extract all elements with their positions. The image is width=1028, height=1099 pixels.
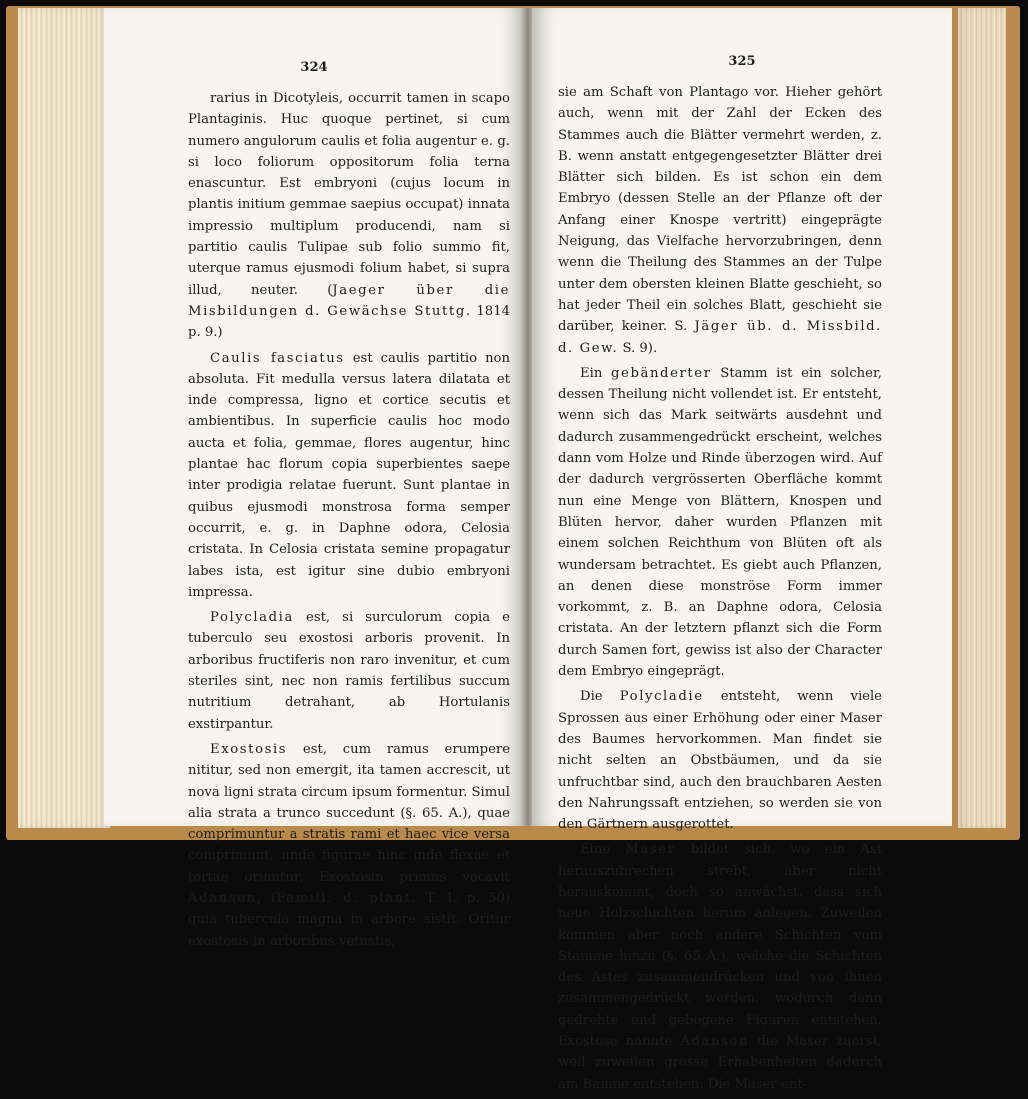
text-run: Eine (580, 842, 626, 858)
paragraph (558, 363, 882, 682)
left-page-edges (18, 8, 110, 828)
left-page-text (188, 88, 510, 956)
spaced-term: Jaeger über die Misbildungen d. Gewächse Stuttg. (188, 282, 510, 319)
spaced-term: Polycladie (619, 689, 704, 705)
spaced-term: Adanson (680, 1034, 750, 1050)
left-page (104, 8, 524, 949)
paragraph (558, 82, 882, 359)
text-run: Ein (580, 365, 612, 381)
text-run: T. 1. p. 50) quia tubercula magna in arbore sistit. Oritur exostosis in arboribus vetustis, (188, 890, 510, 949)
text-run: Die (580, 689, 620, 705)
paragraph (188, 348, 510, 604)
spaced-term: Adanson, (188, 890, 263, 906)
right-page-text (558, 82, 882, 1099)
text-run: bildet sich, wo ein Ast herauszubrechen strebt, aber nicht herauskommt, doch so anwächst, dass sich neue Holzschichten herum anlegen. Zuweilen kommen aber noch andere Schichten vom Stamme hinzu (§. 65 A.), welche die Schichten des Astes zusammendrücken und von ihnen zusammengedrückt werden, wodurch dann gedrehte und gebogene Figuren entstehen. Exostose nannte (558, 842, 882, 1050)
paragraph (558, 839, 882, 1095)
text-run: 1814 p. 9.) (188, 303, 510, 341)
spaced-term: Caulis fasciatus (210, 350, 345, 366)
spaced-term: Polycladia (210, 610, 294, 626)
text-run: S. 9). (618, 340, 658, 356)
text-run: die Maser zuerst, weil zuweilen grosse Erhabenheiten dadurch am Baume entstehen. Die Maser ent- (558, 1034, 882, 1092)
text-run: sie am Schaft von Plantago vor. Hieher gehört auch, wenn mit der Zahl der Ecken des Stammes auch die Blätter vermehrt werden, z. B. wenn anstatt entgegengesetzter Blätter drei Blätter sich bilden. Es ist schon ein dem Embryo (dessen Stelle an der Pflanze oft der Anfang einer Knospe vertritt) eingeprägte Neigung, das Vielfache hervorzubringen, denn wenn die Theilung des Stammes an der Tulpe unter dem obersten kleinen Blatte geschieht, so hat jeder Theil ein solches Blatt, geschieht sie darüber, keiner. S. (558, 85, 882, 335)
paragraph (188, 739, 510, 952)
page-number: 324 (300, 60, 328, 75)
text-run: est caulis partitio non absoluta. Fit medulla versus latera dilatata et inde compressa, ligno et cortice secutis et ambientibus. In superficie caulis hoc modo aucta et folia, gemmae, flores augentur, hinc plantae hac florum copia superbientes saepe inter prodigia relatae fuerunt. Sunt plantae in quibus ejusmodi monstrosa forma semper occurrit, e. g. in Daphne odora, Celosia cristata. In Celosia cristata semine propagatur labes ista, est igitur sine dubio embryoni impressa. (188, 350, 510, 600)
page-number: 325 (728, 54, 756, 69)
right-page (532, 8, 952, 1092)
text-run: Stamm ist ein solcher, dessen Theilung nicht vollendet ist. Er entsteht, wenn sich das Mark seitwärts ausdehnt und dadurch zusammengedrückt erscheint, welches dann vom Holze und Rinde überzogen wird. Auf der dadurch vergrösserten Oberfläche kommt nun eine Menge von Blättern, Knospen und Blüten hervor, daher wurden Pflanzen mit einem solchen Reichthum von Blüten oft als wundersam betrachtet. Es giebt auch Pflanzen, an denen diese monströse Form immer vorkommt, z. B. an Daphne odora, Celosia cristata. An der letztern pflanzt sich die Form durch Samen fort, gewiss ist also der Character dem Embryo eingeprägt. (558, 365, 882, 680)
text-run: rarius in Dicotyleis, occurrit tamen in scapo Plantaginis. Huc quoque pertinet, si cum numero angulorum caulis et folia augentur e. g. si loco foliorum oppositorum folia terna enascuntur. Est embryoni (cujus locum in plantis initium gemmae saepius occupat) innata impressio multiplum producendi, nam si partitio caulis Tulipae sub folio summo fit, uterque ramus ejusmodi folium habet, si supra illud, neuter. ( (188, 91, 510, 298)
spaced-term: gebänderter (611, 365, 712, 381)
paragraph (188, 88, 510, 344)
text-run: ( (262, 890, 277, 906)
spaced-term: Maser (625, 842, 676, 858)
spaced-term: Exostosis (210, 741, 288, 757)
right-page-edges (958, 8, 1006, 828)
spaced-term: Famill. d. plant. (276, 890, 418, 906)
text-run: est, si surculorum copia e tuberculo seu exostosi arboris provenit. In arboribus fructiferis non raro invenitur, et cum steriles sint, nec non ramis fertilibus succum nutritium detrahant, ab Hortulanis exstirpantur. (188, 610, 510, 732)
paragraph (188, 607, 510, 735)
spaced-term: Jäger üb. d. Missbild. d. Gew. (558, 319, 882, 356)
paragraph (558, 686, 882, 835)
text-run: entsteht, wenn viele Sprossen aus einer Erhöhung oder einer Maser des Baumes hervorkommen. Man findet sie nicht selten an Obstbäumen, und da sie unfruchtbar sind, auch den brauchbaren Aesten den Nahrungssaft entziehen, so werden sie von den Gärtnern ausgerottet. (558, 689, 882, 833)
text-run: est, cum ramus erumpere nititur, sed non emergit, ita tamen accrescit, ut nova ligni strata circum ipsum formentur. Simul alia strata a trunco succedunt (§. 65. A.), quae comprimuntur a stratis rami et haec vice versa comprimunt, unde figurae hinc inde flexae et tortae oriuntur, Exostosin primus vocavit (188, 741, 510, 885)
